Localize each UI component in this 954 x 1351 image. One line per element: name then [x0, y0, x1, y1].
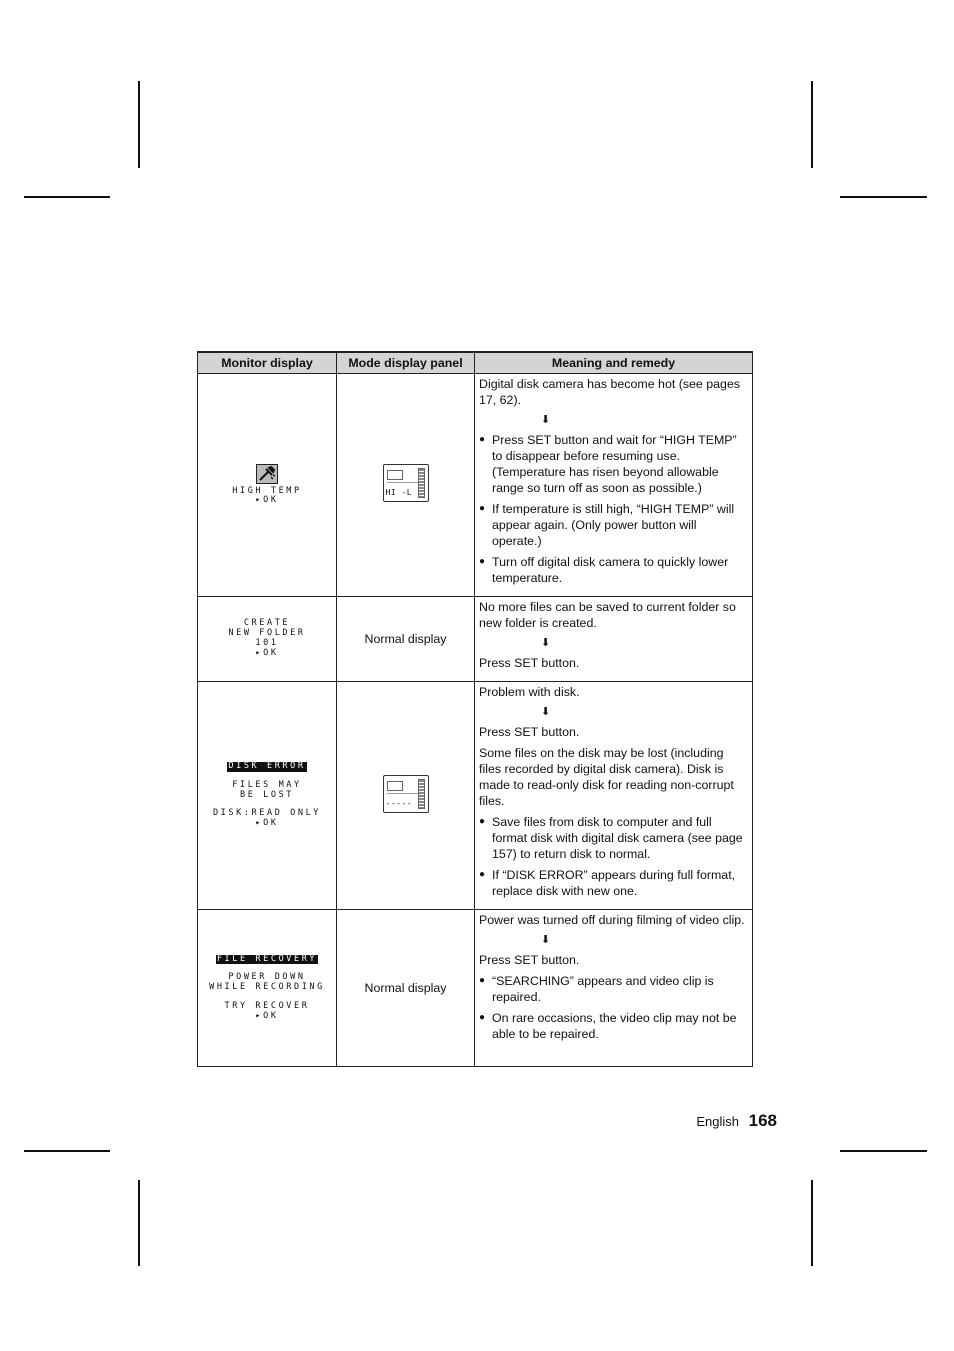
monitor-screen	[198, 619, 336, 658]
header-meaning-and-remedy: Meaning and remedy	[475, 352, 753, 374]
remedy-list	[479, 973, 746, 1042]
meaning-intro: Problem with disk.	[479, 685, 580, 699]
remedy-item: ● Turn off digital disk camera to quickly lower temperature.	[479, 554, 746, 586]
crop-mark	[811, 81, 813, 168]
mode-panel-cell	[337, 910, 475, 1067]
crop-mark	[138, 1180, 140, 1266]
monitor-screen	[198, 464, 336, 506]
down-arrow-icon: ⬇	[541, 706, 551, 718]
header-mode-display-panel: Mode display panel	[337, 352, 475, 374]
monitor-line: FILES MAY	[232, 779, 302, 790]
crop-mark	[24, 196, 110, 198]
monitor-line: ▸OK	[255, 1010, 279, 1021]
page-number: 168	[748, 1111, 777, 1130]
monitor-line: TRY RECOVER	[224, 1000, 310, 1011]
monitor-display-cell	[198, 682, 337, 910]
page-footer	[696, 1111, 777, 1131]
crop-mark	[811, 1180, 813, 1266]
high-temp-icon	[256, 464, 278, 484]
remedy-list	[479, 814, 746, 899]
remedy-item: ● Press SET button and wait for “HIGH TEMP” to disappear before resuming use. (Temperature has risen beyond allowable range so turn off as soon as possible.)	[479, 432, 746, 496]
monitor-display-cell	[198, 374, 337, 597]
meaning-cell	[475, 597, 753, 682]
meaning-action: Press SET button.	[479, 953, 580, 967]
meaning-intro: No more files can be saved to current folder so new folder is created.	[479, 600, 736, 630]
monitor-line: WHILE RECORDING	[209, 982, 325, 993]
table-row-disk-error	[198, 682, 753, 910]
table-row-file-recovery	[198, 910, 753, 1067]
monitor-line: ▸OK	[255, 818, 279, 829]
crop-mark	[840, 196, 927, 198]
troubleshooting-table	[197, 351, 753, 1067]
meaning-intro: Digital disk camera has become hot (see pages 17, 62).	[479, 377, 741, 407]
table-row-create-folder	[198, 597, 753, 682]
monitor-title-inverted: FILE RECOVERY	[216, 953, 318, 964]
meaning-intro: Power was turned off during filming of video clip.	[479, 913, 745, 927]
mode-panel-high-temp-icon	[383, 464, 429, 502]
table-row-high-temp	[198, 374, 753, 597]
meaning-action: Press SET button.	[479, 656, 580, 670]
remedy-item: ● If temperature is still high, “HIGH TEMP” will appear again. (Only power button will operate.)	[479, 501, 746, 549]
mode-panel-cell	[337, 682, 475, 910]
monitor-line: HIGH TEMP	[232, 485, 302, 496]
down-arrow-icon: ⬇	[541, 637, 551, 649]
remedy-item: ● Save files from disk to computer and full format disk with digital disk camera (see page 157) to return disk to normal.	[479, 814, 746, 862]
remedy-item: ● If “DISK ERROR” appears during full format, replace disk with new one.	[479, 867, 746, 899]
mode-panel-cell	[337, 597, 475, 682]
remedy-item: ● On rare occasions, the video clip may not be able to be repaired.	[479, 1010, 746, 1042]
down-arrow-icon: ⬇	[541, 934, 551, 946]
meaning-action: Press SET button.	[479, 725, 580, 739]
monitor-line: CREATE	[243, 618, 291, 629]
monitor-screen	[198, 762, 336, 829]
footer-language: English	[696, 1113, 739, 1129]
remedy-list	[479, 432, 746, 586]
monitor-line: DISK:READ ONLY	[212, 808, 322, 819]
monitor-line: 101	[255, 638, 279, 648]
meaning-note: Some files on the disk may be lost (including files recorded by digital disk camera). Disk is made to read-only disk for reading non-corrupt files.	[479, 746, 734, 808]
meaning-cell	[475, 374, 753, 597]
monitor-screen	[198, 955, 336, 1022]
down-arrow-icon: ⬇	[541, 414, 551, 426]
crop-mark	[138, 81, 140, 168]
mode-panel-text: Normal display	[364, 981, 447, 995]
monitor-line: POWER DOWN	[228, 972, 306, 983]
table-header-row	[198, 352, 753, 374]
mode-panel-text: -----	[385, 798, 413, 808]
meaning-cell	[475, 682, 753, 910]
monitor-line: NEW FOLDER	[228, 628, 306, 639]
crop-mark	[24, 1150, 110, 1152]
mode-panel-text: Normal display	[364, 632, 447, 646]
monitor-line: BE LOST	[239, 789, 295, 800]
monitor-display-cell	[198, 597, 337, 682]
mode-panel-text: HI -L	[385, 488, 413, 497]
mode-panel-cell	[337, 374, 475, 597]
mode-panel-disk-error-icon	[383, 775, 429, 813]
monitor-line: ▸OK	[255, 495, 279, 506]
monitor-line: ▸OK	[255, 647, 279, 658]
monitor-display-cell	[198, 910, 337, 1067]
crop-mark	[840, 1150, 927, 1152]
remedy-item: ● “SEARCHING” appears and video clip is repaired.	[479, 973, 746, 1005]
meaning-cell	[475, 910, 753, 1067]
monitor-title-inverted: DISK ERROR	[228, 761, 306, 771]
header-monitor-display: Monitor display	[198, 352, 337, 374]
